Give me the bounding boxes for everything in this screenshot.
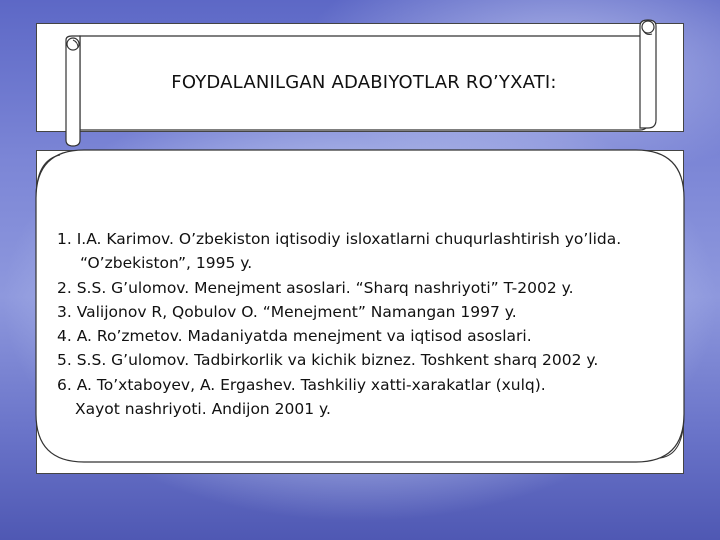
- list-item: 6. A. To’xtaboyev, A. Ergashev. Tashkiliy xatti-xarakatlar (xulq).: [57, 375, 546, 394]
- references-list: [57, 227, 697, 421]
- list-item-continuation: Xayot nashriyoti. Andijon 2001 y.: [75, 400, 331, 419]
- slide-title: FOYDALANILGAN ADABIYOTLAR RO’YXATI:: [171, 71, 557, 93]
- list-item: 4. A. Ro’zmetov. Madaniyatda menejment va iqtisod asoslari.: [57, 327, 532, 346]
- list-item: 3. Valijonov R, Qobulov O. “Menejment” Namangan 1997 y.: [57, 302, 517, 321]
- list-item: 5. S.S. G’ulomov. Tadbirkorlik va kichik biznez. Toshkent sharq 2002 y.: [57, 351, 599, 370]
- list-item: 1. I.A. Karimov. O’zbekiston iqtisodiy isloxatlarni chuqurlashtirish yo’lida.: [57, 230, 622, 248]
- list-item-continuation: “O’zbekiston”, 1995 y.: [80, 254, 253, 273]
- list-item: 2. S.S. G’ulomov. Menejment asoslari. “Sharq nashriyoti” T-2002 y.: [57, 278, 574, 297]
